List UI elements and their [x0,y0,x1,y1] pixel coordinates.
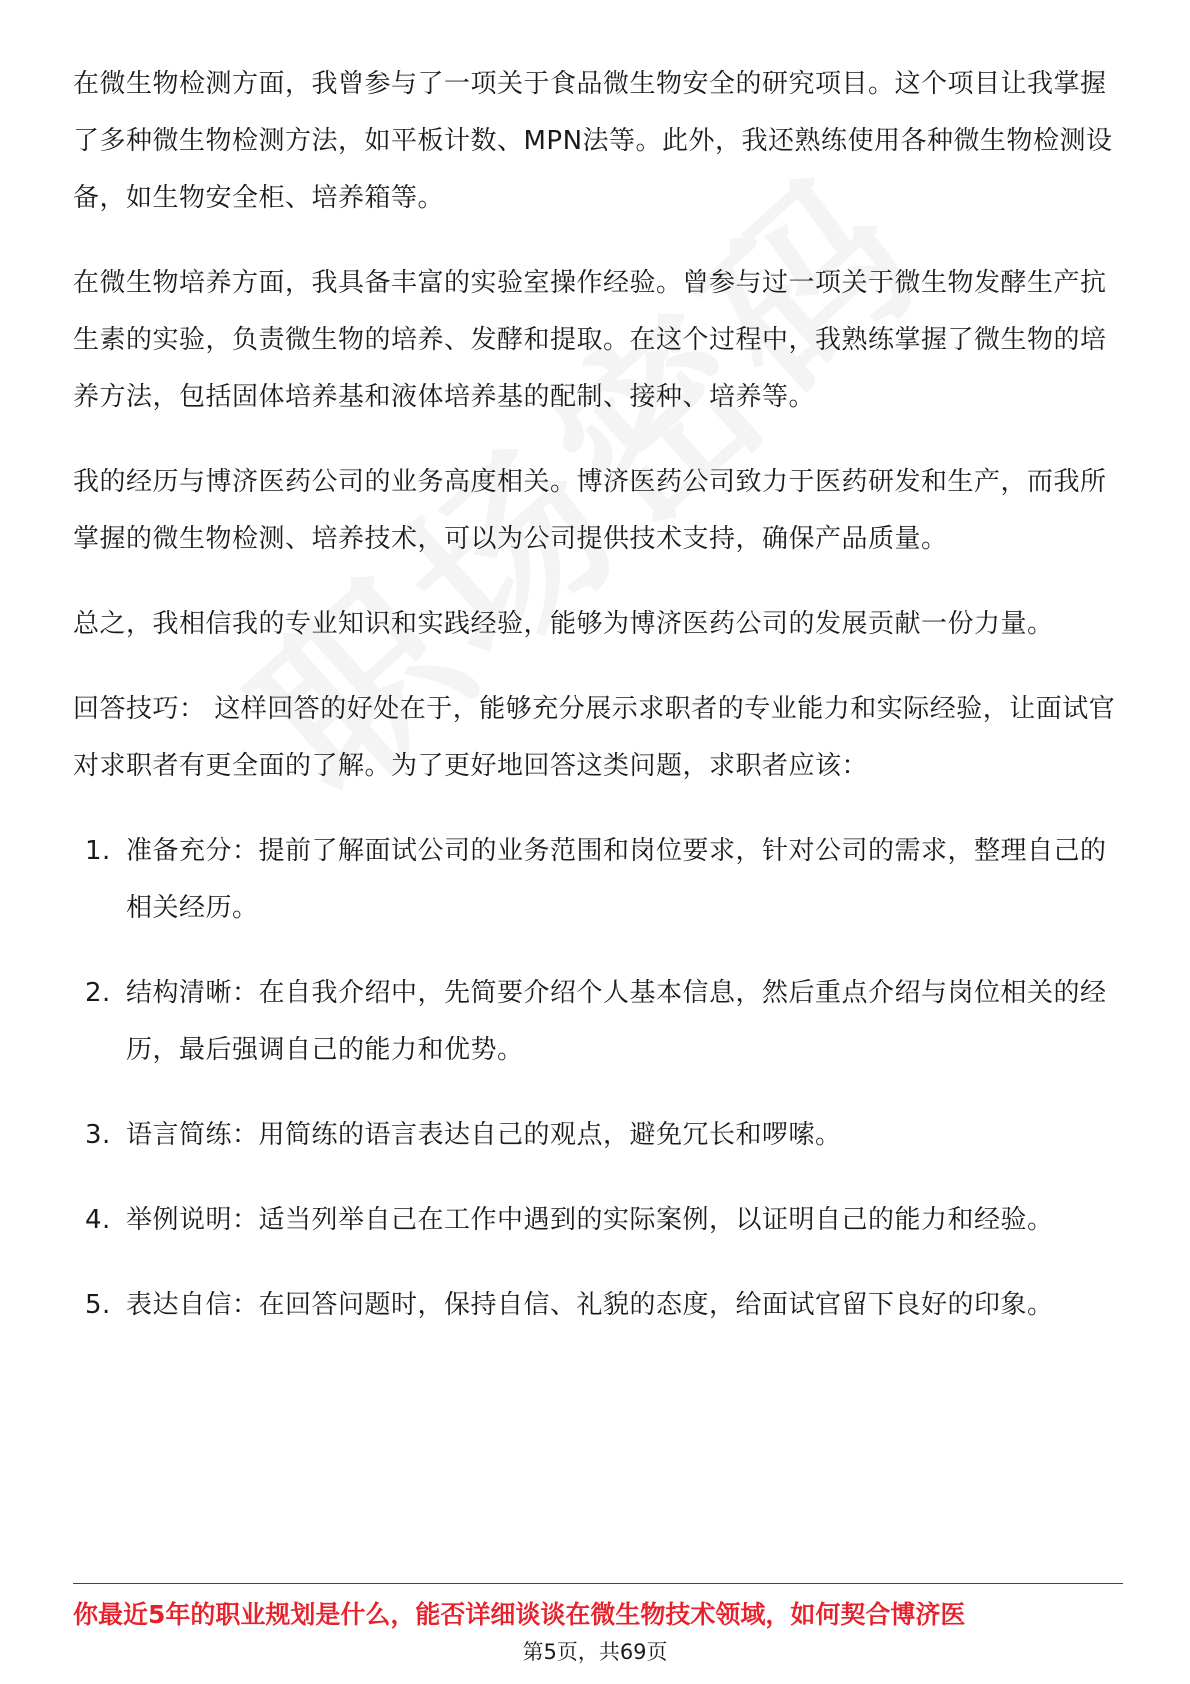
page-number: 第5页，共69页 [522,1640,668,1664]
tips-list [73,823,1123,1334]
list-item [73,1107,1123,1164]
page-content [73,56,1123,1362]
list-item-text: 结构清晰：在自我介绍中，先简要介绍个人基本信息，然后重点介绍与岗位相关的经历，最后强调自己的能力和优势。 [126,978,1107,1065]
paragraph-detection: 在微生物检测方面，我曾参与了一项关于食品微生物安全的研究项目。这个项目让我掌握了多种微生物检测方法，如平板计数、MPN法等。此外，我还熟练使用各种微生物检测设备，如生物安全柜、培养箱等。 [73,69,1113,213]
list-item [73,823,1123,937]
list-item-number: 3. [85,1120,111,1150]
paragraph-cultivation: 在微生物培养方面，我具备丰富的实验室操作经验。曾参与过一项关于微生物发酵生产抗生素的实验，负责微生物的培养、发酵和提取。在这个过程中，我熟练掌握了微生物的培养方法，包括固体培养基和液体培养基的配制、接种、培养等。 [73,268,1107,412]
list-item-number: 5. [85,1290,111,1320]
list-item-text: 表达自信：在回答问题时，保持自信、礼貌的态度，给面试官留下良好的印象。 [126,1290,1054,1320]
paragraph-answer-tips: 回答技巧： 这样回答的好处在于，能够充分展示求职者的专业能力和实际经验，让面试官对求职者有更全面的了解。为了更好地回答这类问题，求职者应该： [73,694,1116,781]
list-item-text: 语言简练：用简练的语言表达自己的观点，避免冗长和啰嗦。 [126,1120,842,1150]
paragraph-conclusion: 总之，我相信我的专业知识和实践经验，能够为博济医药公司的发展贡献一份力量。 [73,609,1054,639]
list-item-text: 举例说明：适当列举自己在工作中遇到的实际案例，以证明自己的能力和经验。 [126,1205,1054,1235]
list-item-number: 4. [85,1205,111,1235]
list-item [73,965,1123,1079]
list-item [73,1277,1123,1334]
next-question-heading: 你最近5年的职业规划是什么，能否详细谈谈在微生物技术领域，如何契合博济医 [73,1600,966,1629]
list-item-text: 准备充分：提前了解面试公司的业务范围和岗位要求，针对公司的需求，整理自己的相关经历。 [126,836,1107,923]
paragraph-relevance: 我的经历与博济医药公司的业务高度相关。博济医药公司致力于医药研发和生产，而我所掌握的微生物检测、培养技术，可以为公司提供技术支持，确保产品质量。 [73,467,1107,554]
list-item [73,1192,1123,1249]
footer-divider [73,1583,1123,1584]
list-item-number: 2. [85,978,111,1008]
list-item-number: 1. [85,836,111,866]
